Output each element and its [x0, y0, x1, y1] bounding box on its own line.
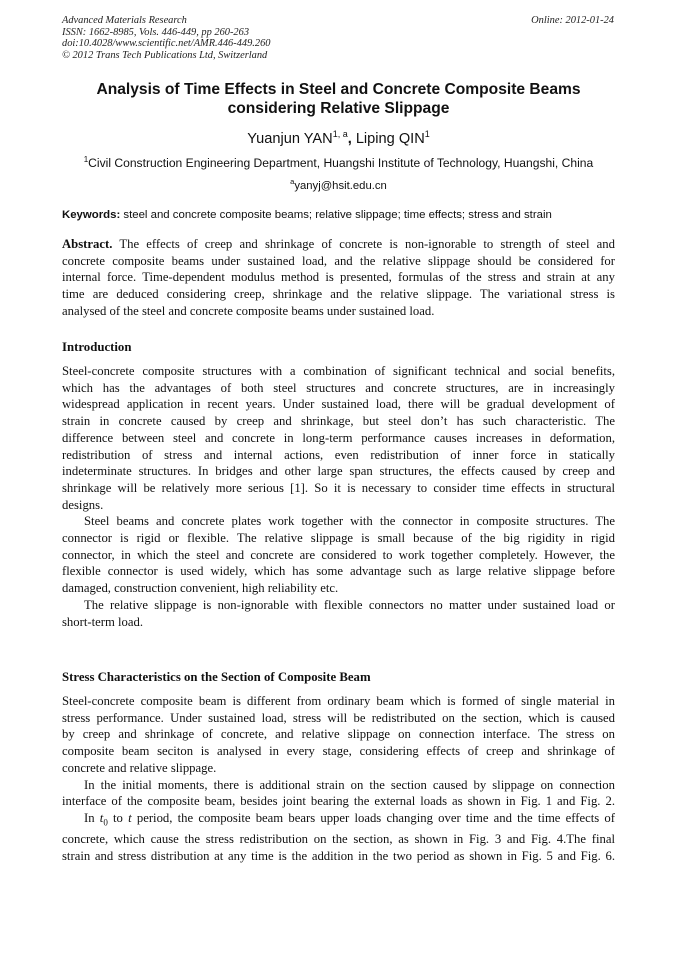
paragraph-line: redistribution of stress and internal actions, even redistribution of inner force in statically — [62, 447, 615, 462]
email-marker: a — [290, 177, 295, 186]
paragraph-line: which has the advantages of both steel structures and concrete structures, are in increasingly — [62, 380, 615, 395]
paragraph-line: strain in concrete caused by creep and shrinkage, but steel don’t has such characteristic. The — [62, 414, 615, 429]
abstract-line: internal force. Time-dependent modulus method is presented, formulas of the stress and strain at any — [62, 270, 615, 285]
paragraph-line: short-term load. — [62, 614, 144, 629]
paragraph-line: flexible connector is used widely, which has some advantage such as large relative slippage before — [62, 564, 615, 579]
journal-name: Advanced Materials Research — [62, 15, 187, 26]
t0-symbol: t — [99, 810, 104, 825]
abstract — [62, 236, 615, 320]
doi: doi:10.4028/www.scientific.net/AMR.446-449.260 — [62, 38, 271, 50]
author-1-affil: 1, a — [332, 129, 348, 139]
email — [62, 179, 615, 193]
keywords-label: Keywords: — [62, 209, 121, 221]
paragraph-line: In $t_0$ to t period, the composite beam bears upper loads changing over time and the time effects of — [84, 810, 616, 828]
author-2-affil: 1 — [424, 129, 430, 139]
paragraph-line: Steel-concrete composite beam is different from ordinary beam which is formed of single material in — [62, 694, 615, 708]
affiliation — [62, 156, 615, 170]
abstract-line: analysed of the steel and concrete composite beams under sustained load. — [62, 303, 435, 318]
author-2: Liping QIN — [355, 131, 425, 147]
paragraph-line: connector is rigid or flexible. The relative slippage is small because of the big rigidity in rigid — [62, 531, 615, 546]
affiliation-text: Civil Construction Engineering Department, Huangshi Institute of Technology, Huangshi, China — [88, 156, 594, 170]
keywords — [62, 208, 622, 223]
title-line-1: Analysis of Time Effects in Steel and Concrete Composite Beams — [96, 81, 581, 98]
paragraph-line: designs. — [62, 497, 104, 512]
paragraph-line: Steel beams and concrete plates work together with the connector in composite structures. The — [84, 514, 615, 529]
paragraph-line: concrete and relative slippage. — [62, 760, 217, 775]
abstract-label: Abstract. — [62, 237, 113, 251]
affiliation-marker: 1 — [83, 155, 89, 164]
author-separator: , — [347, 131, 356, 147]
copyright: © 2012 Trans Tech Publications Ltd, Switzerland — [62, 49, 268, 61]
paragraph-line: shrinkage will be relatively more serious [1]. So it is necessary to consider time effects in structural — [62, 480, 615, 495]
paragraph-line: The relative slippage is non-ignorable with flexible connectors no matter under sustained load or — [84, 597, 615, 612]
issn: ISSN: 1662-8985, Vols. 446-449, pp 260-263 — [62, 26, 250, 38]
t0-subscript: 0 — [103, 817, 108, 828]
paragraph-line: In the initial moments, there is additional strain on the section caused by slippage on connection — [84, 777, 615, 792]
stress-body — [62, 693, 615, 865]
paragraph-line: stress performance. Under sustained load, stress will be redistributed on the section, which is caused — [62, 710, 615, 725]
paper-title — [62, 81, 615, 118]
email-text: yanyj@hsit.edu.cn — [294, 180, 387, 192]
abstract-line: Abstract. The effects of creep and shrinkage of concrete is non-ignorable to strength of steel and — [62, 237, 615, 251]
journal-meta — [62, 15, 270, 61]
title-line-2: considering Relative Slippage — [227, 99, 450, 117]
online-date: Online: 2012-01-24 — [531, 15, 614, 26]
paragraph-line: by creep and shrinkage of concrete, and relative slippage on connection interface. The stress on — [62, 727, 615, 742]
paragraph-line: concrete, which cause the stress redistribution on the section, as shown in Fig. 3 and Fig. 4.The final — [62, 832, 615, 847]
paragraph-line: difference between steel and concrete in long-term performance causes increases in deformation, — [62, 430, 615, 445]
introduction-body — [62, 363, 615, 630]
paragraph-line: strain and stress distribution at any time is the addition in the two period as shown in Fig. 5 and Fig. 6. — [62, 848, 615, 863]
heading-introduction: Introduction — [62, 340, 132, 354]
heading-stress-characteristics: Stress Characteristics on the Section of Composite Beam — [62, 670, 371, 684]
abstract-line: concrete composite beams under sustained load, and the relative slippage should be considered for — [62, 253, 615, 268]
author-1: Yuanjun YAN — [247, 131, 333, 147]
paragraph-line: indeterminate structures. In bridges and other large span structures, the effects caused by creep and — [62, 464, 615, 479]
keywords-text: steel and concrete composite beams; relative slippage; time effects; stress and strain — [123, 209, 552, 221]
abstract-line: time are deduced considering creep, shrinkage and the relative slippage. The variational stress is — [62, 287, 615, 302]
paragraph-line: Steel-concrete composite structures with a combination of significant technical and social benefits, — [62, 364, 615, 378]
paragraph-line: connector, in which the steel and concrete are considered to work together completely. However, the — [62, 547, 615, 562]
paragraph-line: composite beam seciton is analysed in every stage, considering effects of creep and shrinkage of — [62, 744, 615, 759]
paragraph-line: interface of the composite beam, besides joint bearing the external loads as shown in Fig. 1 and Fig. 2. — [62, 794, 615, 809]
t-symbol: t — [128, 810, 132, 825]
authors — [62, 130, 615, 148]
paragraph-line: widespread application in recent years. Under sustained load, there will be gradual development of — [62, 397, 615, 412]
paragraph-line: damaged, construction convenient, high reliability etc. — [62, 581, 339, 596]
